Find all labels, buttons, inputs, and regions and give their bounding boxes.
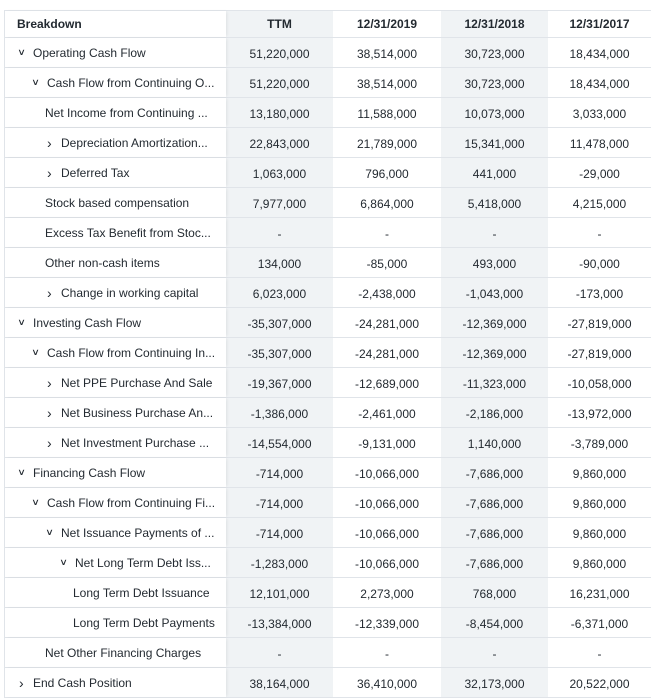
row-label-cell[interactable] bbox=[4, 368, 226, 397]
cell-ttm: -714,000 bbox=[226, 518, 333, 547]
row-label-cell[interactable] bbox=[4, 548, 226, 577]
cell-ttm: -35,307,000 bbox=[226, 308, 333, 337]
table-row bbox=[4, 278, 651, 308]
cell-2018: 1,140,000 bbox=[441, 428, 548, 457]
cell-2019: -10,066,000 bbox=[333, 488, 441, 517]
cell-2018: -7,686,000 bbox=[441, 548, 548, 577]
cell-ttm: 12,101,000 bbox=[226, 578, 333, 607]
row-label-cell bbox=[4, 608, 226, 637]
table-row bbox=[4, 668, 651, 698]
cell-2018: 10,073,000 bbox=[441, 98, 548, 127]
cell-2017: -13,972,000 bbox=[548, 398, 651, 427]
cell-2018: -12,369,000 bbox=[441, 308, 548, 337]
row-label-cell[interactable] bbox=[4, 518, 226, 547]
table-body bbox=[4, 38, 651, 698]
cell-ttm: -714,000 bbox=[226, 488, 333, 517]
cell-2017: -173,000 bbox=[548, 278, 651, 307]
row-label-cell[interactable] bbox=[4, 308, 226, 337]
cell-ttm: 51,220,000 bbox=[226, 38, 333, 67]
row-label: Net Investment Purchase ... bbox=[61, 435, 210, 450]
row-label: End Cash Position bbox=[33, 675, 132, 690]
cell-ttm: 13,180,000 bbox=[226, 98, 333, 127]
row-label-cell[interactable] bbox=[4, 398, 226, 427]
cell-2019: 21,789,000 bbox=[333, 128, 441, 157]
cell-2018: 441,000 bbox=[441, 158, 548, 187]
cell-ttm: - bbox=[226, 218, 333, 247]
row-label: Investing Cash Flow bbox=[33, 315, 142, 330]
row-label-cell bbox=[4, 218, 226, 247]
cell-2018: -12,369,000 bbox=[441, 338, 548, 367]
table-row bbox=[4, 578, 651, 608]
cell-2017: 18,434,000 bbox=[548, 38, 651, 67]
cell-ttm: 1,063,000 bbox=[226, 158, 333, 187]
cell-2017: 20,522,000 bbox=[548, 668, 651, 697]
cell-ttm: 134,000 bbox=[226, 248, 333, 277]
row-label: Net Other Financing Charges bbox=[45, 645, 202, 660]
cell-2018: 30,723,000 bbox=[441, 68, 548, 97]
cash-flow-table bbox=[4, 10, 651, 698]
cell-2019: -2,461,000 bbox=[333, 398, 441, 427]
row-label-cell[interactable] bbox=[4, 128, 226, 157]
cell-2019: 38,514,000 bbox=[333, 38, 441, 67]
cell-2019: -85,000 bbox=[333, 248, 441, 277]
cell-2018: - bbox=[441, 218, 548, 247]
cell-2017: -90,000 bbox=[548, 248, 651, 277]
row-label-cell bbox=[4, 248, 226, 277]
table-row bbox=[4, 218, 651, 248]
chevron-down-icon[interactable]: ∨ bbox=[31, 347, 40, 357]
chevron-right-icon[interactable]: › bbox=[47, 404, 52, 421]
row-label: Net Long Term Debt Iss... bbox=[75, 555, 211, 570]
cell-2018: -1,043,000 bbox=[441, 278, 548, 307]
cell-ttm: -13,384,000 bbox=[226, 608, 333, 637]
row-label-cell[interactable] bbox=[4, 488, 226, 517]
row-label-cell[interactable] bbox=[4, 38, 226, 67]
table-row bbox=[4, 638, 651, 668]
cell-2018: 32,173,000 bbox=[441, 668, 548, 697]
cell-2018: 768,000 bbox=[441, 578, 548, 607]
cell-2018: -7,686,000 bbox=[441, 518, 548, 547]
cell-ttm: - bbox=[226, 638, 333, 667]
cell-2019: 36,410,000 bbox=[333, 668, 441, 697]
cell-ttm: 6,023,000 bbox=[226, 278, 333, 307]
column-header-ttm: TTM bbox=[226, 11, 333, 37]
cell-2017: -3,789,000 bbox=[548, 428, 651, 457]
chevron-down-icon[interactable]: ∨ bbox=[59, 557, 68, 567]
cell-2019: -12,339,000 bbox=[333, 608, 441, 637]
row-label-cell[interactable] bbox=[4, 158, 226, 187]
table-row bbox=[4, 128, 651, 158]
row-label: Other non-cash items bbox=[45, 255, 160, 270]
cell-2018: 493,000 bbox=[441, 248, 548, 277]
column-header-2018: 12/31/2018 bbox=[441, 11, 548, 37]
row-label: Stock based compensation bbox=[45, 195, 190, 210]
cell-2019: 38,514,000 bbox=[333, 68, 441, 97]
row-label: Deferred Tax bbox=[61, 165, 130, 180]
cell-ttm: -19,367,000 bbox=[226, 368, 333, 397]
cell-ttm: -1,386,000 bbox=[226, 398, 333, 427]
chevron-down-icon[interactable]: ∨ bbox=[31, 497, 40, 507]
cell-ttm: -35,307,000 bbox=[226, 338, 333, 367]
cell-2017: -6,371,000 bbox=[548, 608, 651, 637]
table-header-row bbox=[4, 10, 651, 38]
cell-2017: 9,860,000 bbox=[548, 548, 651, 577]
chevron-right-icon[interactable]: › bbox=[47, 284, 52, 301]
cell-2019: -10,066,000 bbox=[333, 548, 441, 577]
row-label-cell[interactable] bbox=[4, 68, 226, 97]
cell-2017: 16,231,000 bbox=[548, 578, 651, 607]
table-row bbox=[4, 458, 651, 488]
chevron-right-icon[interactable]: › bbox=[47, 164, 52, 181]
row-label-cell[interactable] bbox=[4, 338, 226, 367]
chevron-down-icon[interactable]: ∨ bbox=[17, 317, 26, 327]
table-row bbox=[4, 98, 651, 128]
cell-ttm: 38,164,000 bbox=[226, 668, 333, 697]
cell-2019: -10,066,000 bbox=[333, 458, 441, 487]
cell-2017: 18,434,000 bbox=[548, 68, 651, 97]
row-label-cell[interactable] bbox=[4, 428, 226, 457]
row-label: Net Issuance Payments of ... bbox=[61, 525, 215, 540]
row-label: Excess Tax Benefit from Stoc... bbox=[45, 225, 211, 240]
cell-2019: -12,689,000 bbox=[333, 368, 441, 397]
row-label: Net Income from Continuing ... bbox=[45, 105, 208, 120]
chevron-down-icon[interactable]: ∨ bbox=[45, 527, 54, 537]
cell-2017: -29,000 bbox=[548, 158, 651, 187]
cell-2017: -27,819,000 bbox=[548, 308, 651, 337]
cell-ttm: 22,843,000 bbox=[226, 128, 333, 157]
cell-2017: 4,215,000 bbox=[548, 188, 651, 217]
cell-2019: - bbox=[333, 218, 441, 247]
cell-2019: -24,281,000 bbox=[333, 338, 441, 367]
column-header-2017: 12/31/2017 bbox=[548, 11, 651, 37]
cell-2018: -11,323,000 bbox=[441, 368, 548, 397]
row-label: Net Business Purchase An... bbox=[61, 405, 214, 420]
cell-2019: -2,438,000 bbox=[333, 278, 441, 307]
cell-2017: 3,033,000 bbox=[548, 98, 651, 127]
table-row bbox=[4, 488, 651, 518]
column-header-2019: 12/31/2019 bbox=[333, 11, 441, 37]
cell-2018: -8,454,000 bbox=[441, 608, 548, 637]
row-label: Change in working capital bbox=[61, 285, 199, 300]
table-row bbox=[4, 308, 651, 338]
cell-2017: 9,860,000 bbox=[548, 518, 651, 547]
cell-ttm: -1,283,000 bbox=[226, 548, 333, 577]
cell-2018: -7,686,000 bbox=[441, 458, 548, 487]
chevron-down-icon[interactable]: ∨ bbox=[17, 467, 26, 477]
chevron-right-icon[interactable]: › bbox=[47, 374, 52, 391]
chevron-right-icon[interactable]: › bbox=[19, 674, 24, 691]
cell-2019: 6,864,000 bbox=[333, 188, 441, 217]
cell-2017: 9,860,000 bbox=[548, 488, 651, 517]
cell-2017: - bbox=[548, 218, 651, 247]
table-row bbox=[4, 158, 651, 188]
cell-2018: 30,723,000 bbox=[441, 38, 548, 67]
cell-2018: 15,341,000 bbox=[441, 128, 548, 157]
cell-ttm: 7,977,000 bbox=[226, 188, 333, 217]
cell-2017: 9,860,000 bbox=[548, 458, 651, 487]
row-label: Cash Flow from Continuing In... bbox=[47, 345, 216, 360]
cell-2018: -2,186,000 bbox=[441, 398, 548, 427]
cell-2019: 11,588,000 bbox=[333, 98, 441, 127]
cell-2019: 2,273,000 bbox=[333, 578, 441, 607]
row-label: Operating Cash Flow bbox=[33, 45, 146, 60]
table-row bbox=[4, 518, 651, 548]
table-row bbox=[4, 188, 651, 218]
row-label-cell[interactable] bbox=[4, 458, 226, 487]
cell-2018: -7,686,000 bbox=[441, 488, 548, 517]
table-row bbox=[4, 428, 651, 458]
row-label: Financing Cash Flow bbox=[33, 465, 146, 480]
row-label-cell[interactable] bbox=[4, 278, 226, 307]
cell-2019: -24,281,000 bbox=[333, 308, 441, 337]
cell-2019: - bbox=[333, 638, 441, 667]
cell-2019: -9,131,000 bbox=[333, 428, 441, 457]
row-label: Long Term Debt Issuance bbox=[73, 585, 210, 600]
cell-2017: -10,058,000 bbox=[548, 368, 651, 397]
chevron-right-icon[interactable]: › bbox=[47, 134, 52, 151]
row-label-cell bbox=[4, 638, 226, 667]
cell-ttm: 51,220,000 bbox=[226, 68, 333, 97]
cell-ttm: -14,554,000 bbox=[226, 428, 333, 457]
table-row bbox=[4, 248, 651, 278]
cell-2019: 796,000 bbox=[333, 158, 441, 187]
row-label: Cash Flow from Continuing Fi... bbox=[47, 495, 216, 510]
table-row bbox=[4, 368, 651, 398]
row-label-cell[interactable] bbox=[4, 668, 226, 697]
table-row bbox=[4, 608, 651, 638]
chevron-down-icon[interactable]: ∨ bbox=[17, 47, 26, 57]
table-row bbox=[4, 548, 651, 578]
cell-2017: -27,819,000 bbox=[548, 338, 651, 367]
chevron-right-icon[interactable]: › bbox=[47, 434, 52, 451]
row-label-cell bbox=[4, 188, 226, 217]
row-label: Depreciation Amortization... bbox=[61, 135, 208, 150]
table-row bbox=[4, 338, 651, 368]
table-row bbox=[4, 38, 651, 68]
cell-2019: -10,066,000 bbox=[333, 518, 441, 547]
table-row bbox=[4, 68, 651, 98]
table-row bbox=[4, 398, 651, 428]
breakdown-header: Breakdown bbox=[4, 11, 226, 37]
cell-2017: 11,478,000 bbox=[548, 128, 651, 157]
row-label: Cash Flow from Continuing O... bbox=[47, 75, 215, 90]
cell-2018: - bbox=[441, 638, 548, 667]
row-label: Net PPE Purchase And Sale bbox=[61, 375, 213, 390]
row-label: Long Term Debt Payments bbox=[73, 615, 215, 630]
cell-ttm: -714,000 bbox=[226, 458, 333, 487]
cell-2018: 5,418,000 bbox=[441, 188, 548, 217]
row-label-cell bbox=[4, 98, 226, 127]
cell-2017: - bbox=[548, 638, 651, 667]
row-label-cell bbox=[4, 578, 226, 607]
chevron-down-icon[interactable]: ∨ bbox=[31, 77, 40, 87]
